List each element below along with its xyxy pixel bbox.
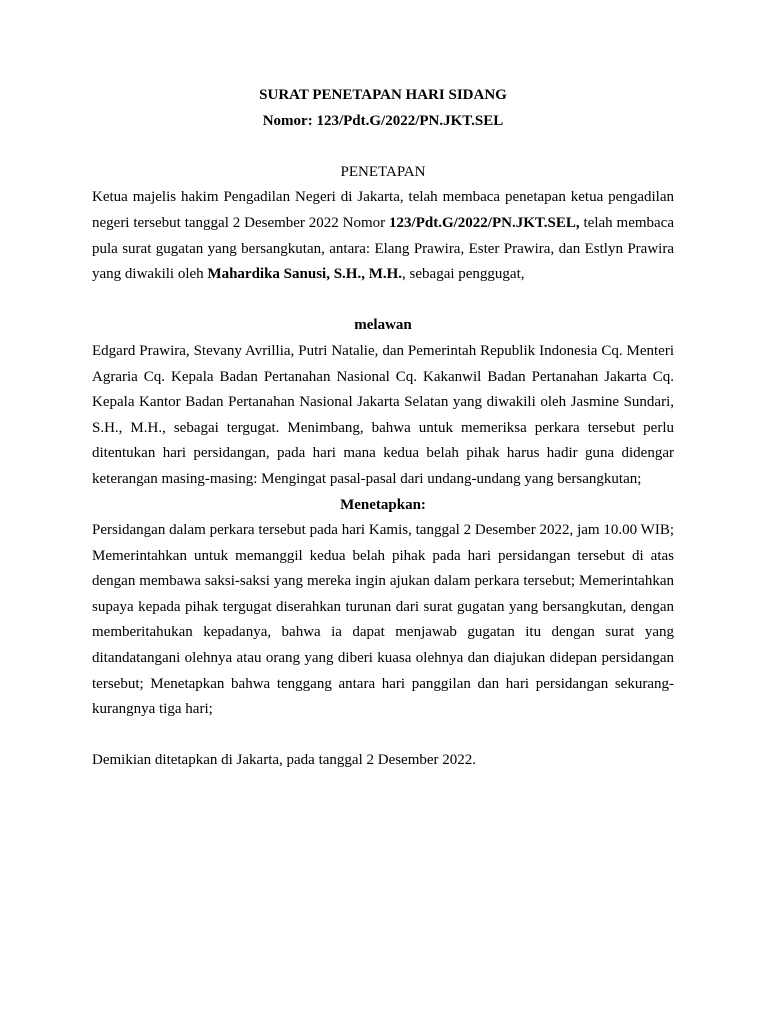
plaintiff-counsel: Mahardika Sanusi, S.H., M.H. [207, 266, 403, 283]
penetapan-text-a: Ketua majelis hakim Pengadilan Negeri di Jakarta, telah membaca penetapan ketua pengadilan negeri tersebut tanggal 2 Desember 2022 Nomor [92, 189, 674, 231]
document-number: Nomor: 123/Pdt.G/2022/PN.JKT.SEL [262, 112, 504, 129]
spacer [92, 134, 674, 160]
penetapan-heading: PENETAPAN [340, 163, 426, 180]
penetapan-paragraph [92, 185, 674, 287]
document-title: SURAT PENETAPAN HARI SIDANG [259, 87, 507, 103]
menetapkan-heading: Menetapkan: [340, 496, 426, 513]
case-number: 123/Pdt.G/2022/PN.JKT.SEL, [389, 214, 580, 231]
document-page [92, 83, 674, 774]
melawan-paragraph: Edgard Prawira, Stevany Avrillia, Putri Natalie, dan Pemerintah Republik Indonesia Cq. Menteri Agraria Cq. Kepala Badan Pertanahan Nasional Cq. Kakanwil Badan Pertanahan Jakarta Cq. Kepala Kantor Badan Pertanahan Nasional Jakarta Selatan yang diwakili oleh Jasmine Sundari, S.H., M.H., sebagai tergugat. Menimbang, bahwa untuk memeriksa perkara tersebut perlu ditentukan hari persidangan, pada hari mana kedua belah pihak harus hadir guna didengar keterangan masing-masing: Mengingat pasal-pasal dari undang-undang yang bersangkutan; [92, 342, 674, 487]
penetapan-text-c: , sebagai penggugat, [402, 266, 525, 283]
melawan-heading: melawan [354, 317, 412, 334]
penetapan-text-b: telah membaca pula surat gugatan yang bersangkutan, antara: Elang Prawira, Ester Prawira, dan Estlyn Prawira yang diwakili oleh [92, 214, 674, 283]
menetapkan-paragraph: Persidangan dalam perkara tersebut pada hari Kamis, tanggal 2 Desember 2022, jam 10.00 WIB; Memerintahkan untuk memanggil kedua belah pihak pada hari persidangan tersebut di atas dengan membawa saksi-saksi yang mereka ingin ajukan dalam perkara tersebut; Memerintahkan supaya kepada pihak tergugat diserahkan turunan dari surat gugatan yang bersangkutan, dengan memberitahukan kepadanya, bahwa ia dapat menjawab gugatan itu dengan surat yang ditandatangani olehnya atau orang yang diberi kuasa olehnya dan diajukan didepan persidangan tersebut; Menetapkan bahwa tenggang antara hari panggilan dan hari persidangan sekurang-kurangnya tiga hari; [92, 522, 674, 718]
spacer [92, 723, 674, 749]
closing-statement: Demikian ditetapkan di Jakarta, pada tanggal 2 Desember 2022. [92, 752, 477, 769]
spacer [92, 288, 674, 314]
